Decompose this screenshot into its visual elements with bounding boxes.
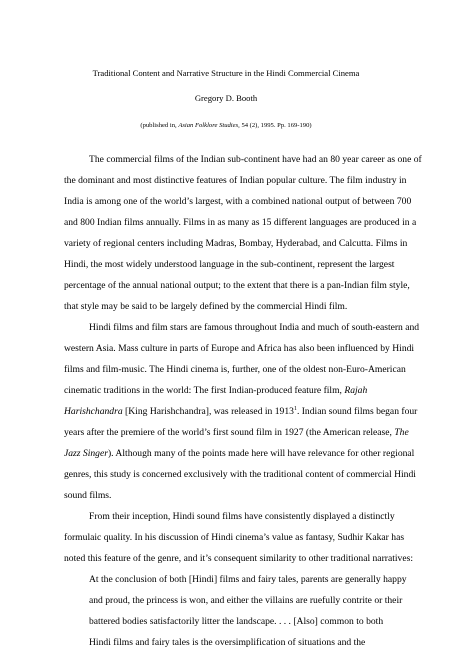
author-name: Gregory D. Booth — [194, 93, 258, 103]
body-line: percentage of the annual national output; to the extent that there is a pan-Indian film style, — [64, 280, 410, 291]
block-quote-line: and proud, the princess is won, and either the villains are ruefully contrite or their — [89, 595, 403, 606]
journal-name: Asian Folklore Studies — [178, 122, 239, 129]
body-line: the dominant and most distinctive features of Indian popular culture. The film industry in — [64, 175, 407, 186]
body-line: noted this feature of the genre, and it’s consequent similarity to other traditional narratives: — [64, 553, 414, 564]
body-line: that style may be said to be largely defined by the commercial Hindi film. — [64, 301, 348, 312]
body-line: cinematic traditions in the world: The first Indian-produced feature film, Rajah — [64, 385, 368, 396]
body-line: sound films. — [64, 490, 112, 501]
body-line: Hindi, the most widely understood language in the sub-continent, represent the largest — [64, 259, 395, 270]
body-line: films and film-music. The Hindi cinema is, further, one of the oldest non-Euro-American — [64, 364, 406, 375]
body-line: formulaic quality. In his discussion of Hindi cinema’s value as fantasy, Sudhir Kakar has — [64, 532, 405, 543]
body-line: From their inception, Hindi sound films have consistently displayed a distinctly — [89, 511, 395, 522]
film-title: The — [394, 427, 409, 438]
body-line: genres, this study is concerned exclusively with the traditional content of commercial Hindi — [64, 469, 416, 480]
body-line: western Asia. Mass culture in parts of Europe and Africa has also been influenced by Hindi — [64, 343, 415, 354]
body-line: Jazz Singer). Although many of the points made here will have relevance for other regional — [64, 448, 415, 459]
film-title: Jazz Singer — [64, 448, 108, 459]
paper-title: Traditional Content and Narrative Structure in the Hindi Commercial Cinema — [92, 68, 360, 78]
block-quote-line: At the conclusion of both [Hindi] films and fairy tales, parents are generally happy — [89, 574, 407, 585]
body-line: Harishchandra [King Harishchandra], was released in 1913$^1$. Indian sound films began four — [64, 405, 418, 417]
footnote-marker[interactable]: 1 — [293, 405, 297, 412]
body-line: Hindi films and film stars are famous throughout India and much of south-eastern and — [89, 322, 420, 333]
block-quote-line: battered bodies satisfactorily litter the landscape. . . . [Also] common to both — [89, 616, 384, 627]
film-title: Harishchandra — [64, 406, 123, 417]
body-line: and 800 Indian films annually. Films in as many as 15 different languages are produced in a — [64, 217, 417, 228]
body-line: variety of regional centers including Madras, Bombay, Hyderabad, and Calcutta. Films in — [64, 238, 408, 249]
block-quote-line: Hindi films and fairy tales is the oversimplification of situations and the — [89, 637, 366, 648]
body-line: The commercial films of the Indian sub-continent have had an 80 year career as one of — [89, 154, 422, 165]
publication-note: (published in, Asian Folklore Studies, 54 (2), 1995. Pp. 169-190) — [140, 122, 312, 129]
film-title: Rajah — [344, 385, 368, 396]
body-line: years after the premiere of the world’s first sound film in 1927 (the American release, The — [64, 427, 409, 438]
body-line: India is among one of the world’s largest, with a combined national output of between 700 — [64, 196, 412, 207]
